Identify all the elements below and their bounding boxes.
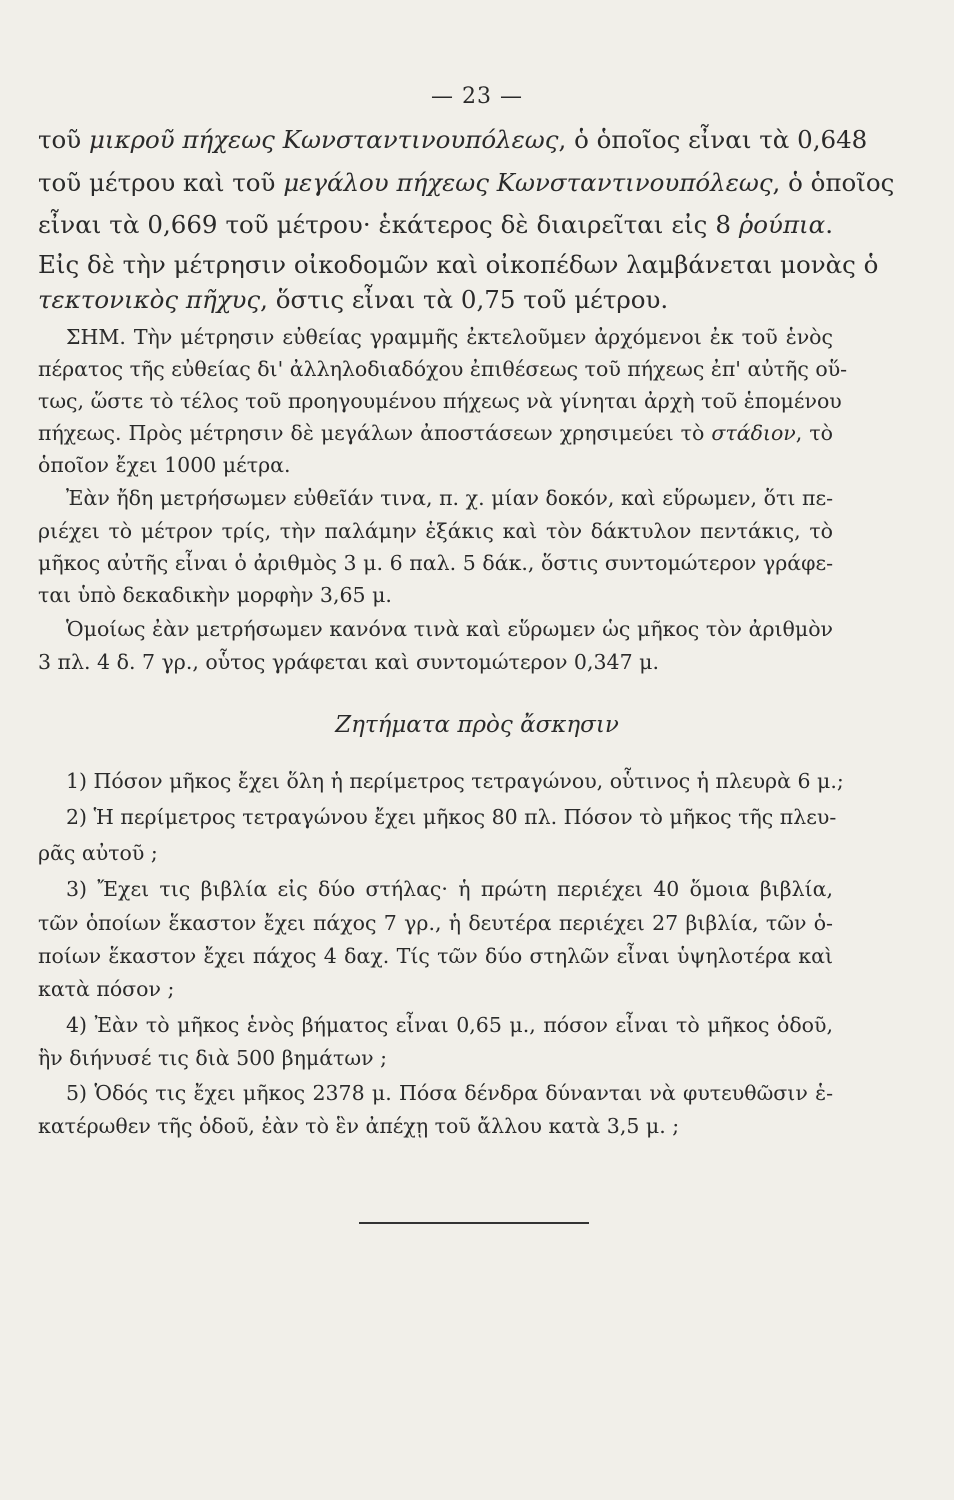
note-line-5: ὁποῖον ἔχει 1000 μέτρα.	[38, 453, 291, 477]
page-number: — 23 —	[431, 84, 523, 109]
exercise-5-line-2: κατέρωθεν τῆς ὁδοῦ, ἐὰν τὸ ἓν ἀπέχῃ τοῦ ἄλλου κατὰ 3,5 μ. ;	[38, 1114, 680, 1138]
exercise-3-line-2: τῶν ὁποίων ἕκαστον ἔχει πάχος 7 γρ., ἡ δευτέρα περιέχει 27 βιβλία, τῶν ὁ-	[38, 911, 833, 935]
end-rule	[359, 1222, 589, 1224]
exercises-title: Ζητήματα πρὸς ἄσκησιν	[335, 712, 619, 738]
exercise-3-line-4: κατὰ πόσον ;	[38, 977, 175, 1001]
note-line-4: πήχεως. Πρὸς μέτρησιν δὲ μεγάλων ἀποστάσεων χρησιμεύει τὸ στάδιον, τὸ	[38, 421, 834, 445]
exercise-3-line-3: ποίων ἕκαστον ἔχει πάχος 4 δαχ. Τίς τῶν δύο στηλῶν εἶναι ὑψηλοτέρα καὶ	[38, 944, 833, 968]
para1-line-2: τοῦ μέτρου καὶ τοῦ μεγάλου πήχεως Κωνσταντινουπόλεως, ὁ ὁποῖος	[38, 168, 895, 197]
exercise-3-line-1: 3) Ἔχει τις βιβλία εἰς δύο στήλας· ἡ πρώτη περιέχει 40 ὅμοια βιβλία,	[66, 877, 833, 901]
para1-line-3: εἶναι τὰ 0,669 τοῦ μέτρου· ἑκάτερος δὲ διαιρεῖται εἰς 8 ῥούπια.	[38, 210, 833, 239]
example-line-2: ριέχει τὸ μέτρον τρίς, τὴν παλάμην ἑξάκις καὶ τὸν δάκτυλον πεντάκις, τὸ	[38, 519, 833, 543]
exercise-5-line-1: 5) Ὁδός τις ἔχει μῆκος 2378 μ. Πόσα δένδρα δύνανται νὰ φυτευθῶσιν ἑ-	[66, 1081, 833, 1105]
note-line-3: τως, ὥστε τὸ τέλος τοῦ προηγουμένου πήχεως νὰ γίνηται ἀρχὴ τοῦ ἑπομένου	[38, 389, 842, 413]
example-line-3: μῆκος αὐτῆς εἶναι ὁ ἀριθμὸς 3 μ. 6 παλ. 5 δάκ., ὅστις συντομώτερον γράφε-	[38, 551, 833, 575]
para1-line-4: Εἰς δὲ τὴν μέτρησιν οἰκοδομῶν καὶ οἰκοπέδων λαμβάνεται μονὰς ὁ	[38, 250, 879, 279]
example-line-4: ται ὑπὸ δεκαδικὴν μορφὴν 3,65 μ.	[38, 583, 392, 607]
note-line-1: ΣΗΜ. Τὴν μέτρησιν εὐθείας γραμμῆς ἐκτελοῦμεν ἀρχόμενοι ἐκ τοῦ ἑνὸς	[66, 325, 833, 349]
exercise-4-line-1: 4) Ἐὰν τὸ μῆκος ἑνὸς βήματος εἶναι 0,65 μ., πόσον εἶναι τὸ μῆκος ὁδοῦ,	[66, 1013, 833, 1037]
example-line-1: Ἐὰν ἤδη μετρήσωμεν εὐθεῖάν τινα, π. χ. μίαν δοκόν, καὶ εὕρωμεν, ὅτι πε-	[66, 486, 833, 510]
exercise-4-line-2: ἣν διήνυσέ τις διὰ 500 βημάτων ;	[38, 1046, 387, 1070]
note-line-2: πέρατος τῆς εὐθείας δι' ἀλληλοδιαδόχου ἐπιθέσεως τοῦ πήχεως ἐπ' αὐτῆς οὕ-	[38, 357, 848, 381]
exercise-2-line-1: 2) Ἡ περίμετρος τετραγώνου ἔχει μῆκος 80 πλ. Πόσον τὸ μῆκος τῆς πλευ-	[66, 805, 837, 829]
para1-line-1: τοῦ μικροῦ πήχεως Κωνσταντινουπόλεως, ὁ ὁποῖος εἶναι τὰ 0,648	[38, 125, 868, 154]
example-line-6: 3 πλ. 4 δ. 7 γρ., οὗτος γράφεται καὶ συντομώτερον 0,347 μ.	[38, 650, 659, 674]
exercise-1-line-1: 1) Πόσον μῆκος ἔχει ὅλη ἡ περίμετρος τετραγώνου, οὗτινος ἡ πλευρὰ 6 μ.;	[66, 769, 844, 793]
para1-line-5: τεκτονικὸς πῆχυς, ὅστις εἶναι τὰ 0,75 τοῦ μέτρου.	[38, 285, 669, 314]
exercise-2-line-2: ρᾶς αὐτοῦ ;	[38, 841, 158, 865]
example-line-5: Ὁμοίως ἐὰν μετρήσωμεν κανόνα τινὰ καὶ εὕρωμεν ὡς μῆκος τὸν ἀριθμὸν	[66, 617, 833, 641]
